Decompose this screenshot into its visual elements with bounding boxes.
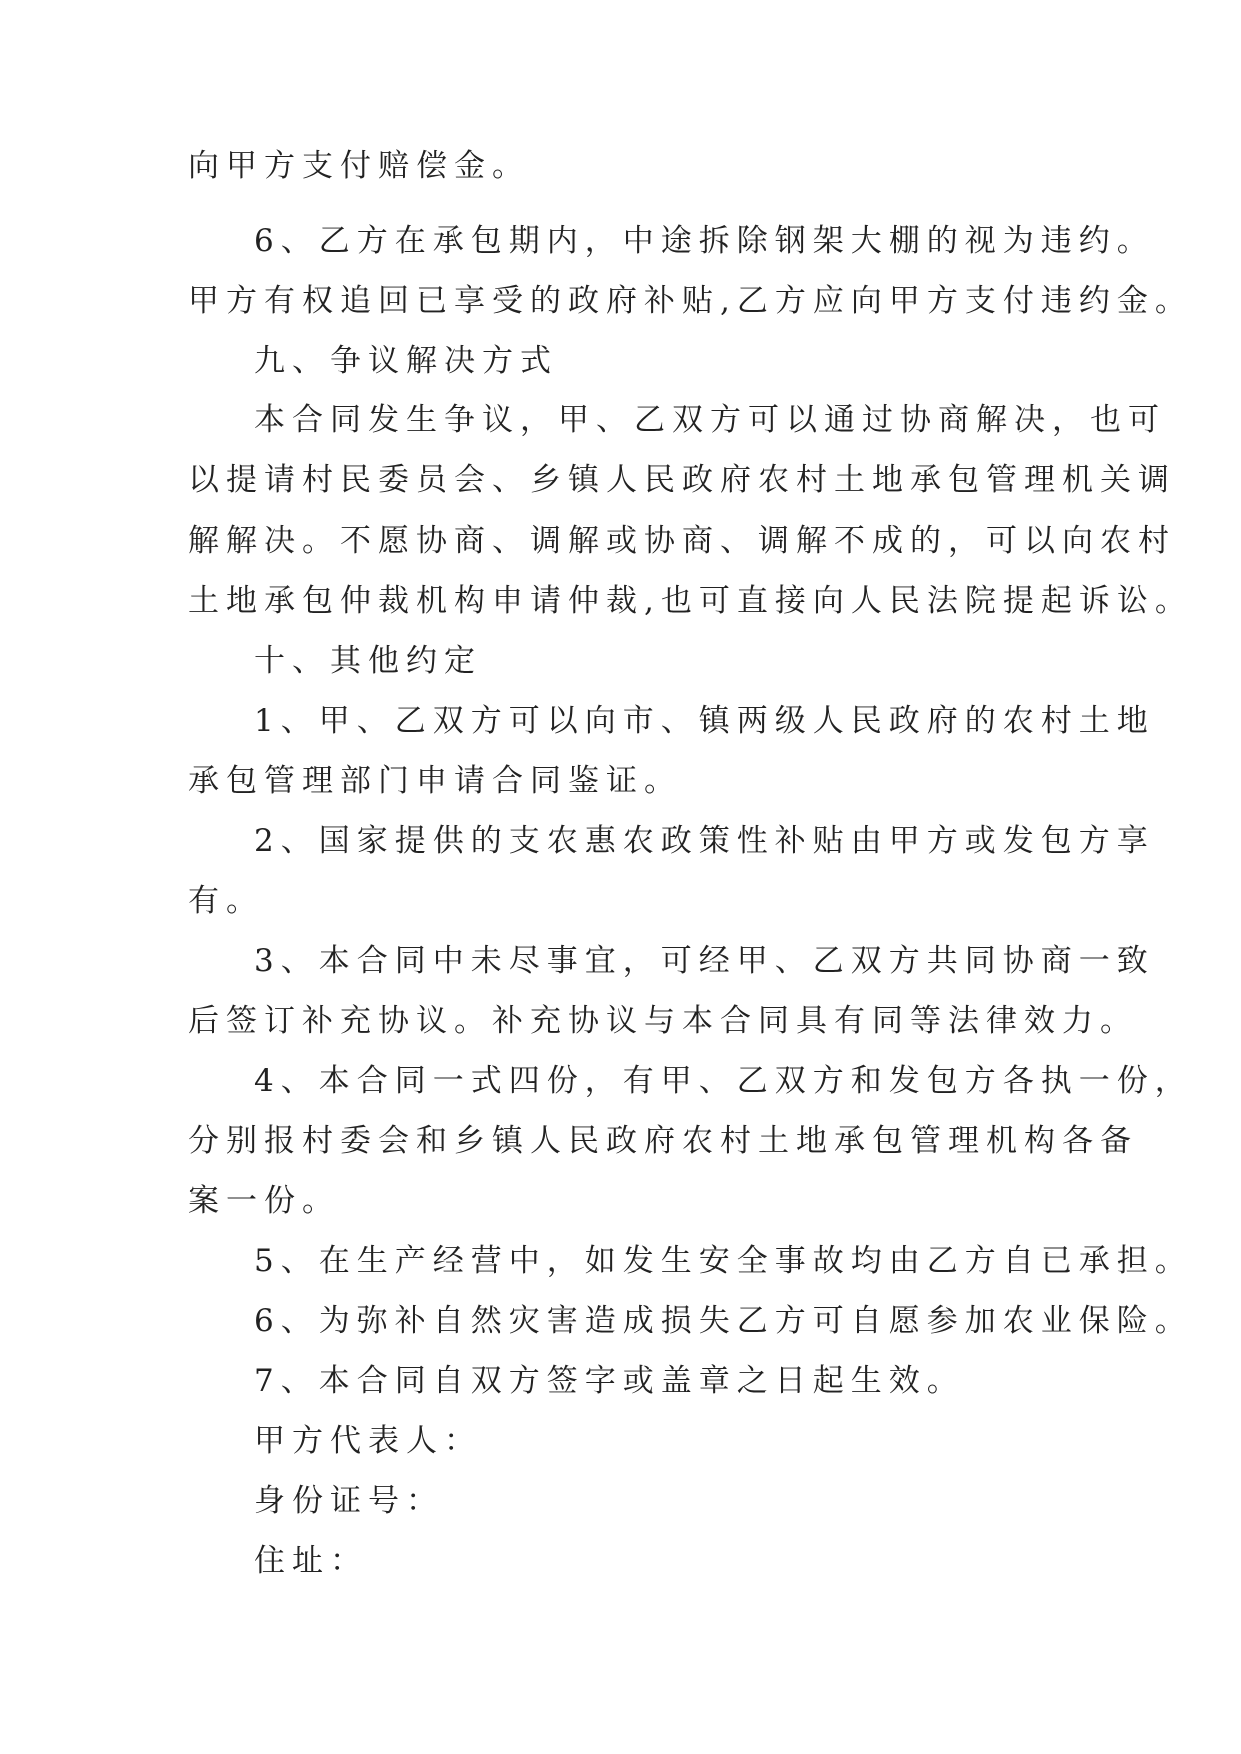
signature-label: 甲方代表人： (254, 1423, 482, 1459)
text-line: 1、甲、乙双方可以向市、镇两级人民政府的农村土地 (254, 703, 1155, 739)
id-number-label: 身份证号： (254, 1483, 444, 1519)
section-heading: 十、其他约定 (254, 643, 482, 679)
text-line: 6、乙方在承包期内，中途拆除钢架大棚的视为违约。 (254, 223, 1155, 259)
text-line: 本合同发生争议，甲、乙双方可以通过协商解决，也可 (254, 402, 1166, 438)
text-line: 案一份。 (188, 1183, 340, 1219)
text-line: 分别报村委会和乡镇人民政府农村土地承包管理机构各备 (188, 1123, 1138, 1159)
text-line: 7、本合同自双方签字或盖章之日起生效。 (254, 1363, 965, 1399)
text-line: 甲方有权追回已享受的政府补贴,乙方应向甲方支付违约金。 (188, 283, 1193, 319)
text-line: 6、为弥补自然灾害造成损失乙方可自愿参加农业保险。 (254, 1303, 1193, 1339)
text-line: 以提请村民委员会、乡镇人民政府农村土地承包管理机关调 (188, 462, 1176, 498)
text-line: 3、本合同中未尽事宜，可经甲、乙双方共同协商一致 (254, 943, 1155, 979)
text-line: 土地承包仲裁机构申请仲裁,也可直接向人民法院提起诉讼。 (188, 583, 1193, 619)
text-line: 有。 (188, 883, 264, 919)
text-line: 2、国家提供的支农惠农政策性补贴由甲方或发包方享 (254, 823, 1155, 859)
section-heading: 九、争议解决方式 (254, 343, 558, 379)
address-label: 住址： (254, 1543, 368, 1579)
text-line: 4、本合同一式四份，有甲、乙双方和发包方各执一份， (254, 1063, 1193, 1099)
text-line: 承包管理部门申请合同鉴证。 (188, 763, 682, 799)
text-line: 5、在生产经营中，如发生安全事故均由乙方自已承担。 (254, 1243, 1193, 1279)
text-line: 解解决。不愿协商、调解或协商、调解不成的，可以向农村 (188, 523, 1176, 559)
text-line: 向甲方支付赔偿金。 (188, 148, 530, 184)
text-line: 后签订补充协议。补充协议与本合同具有同等法律效力。 (188, 1003, 1138, 1039)
